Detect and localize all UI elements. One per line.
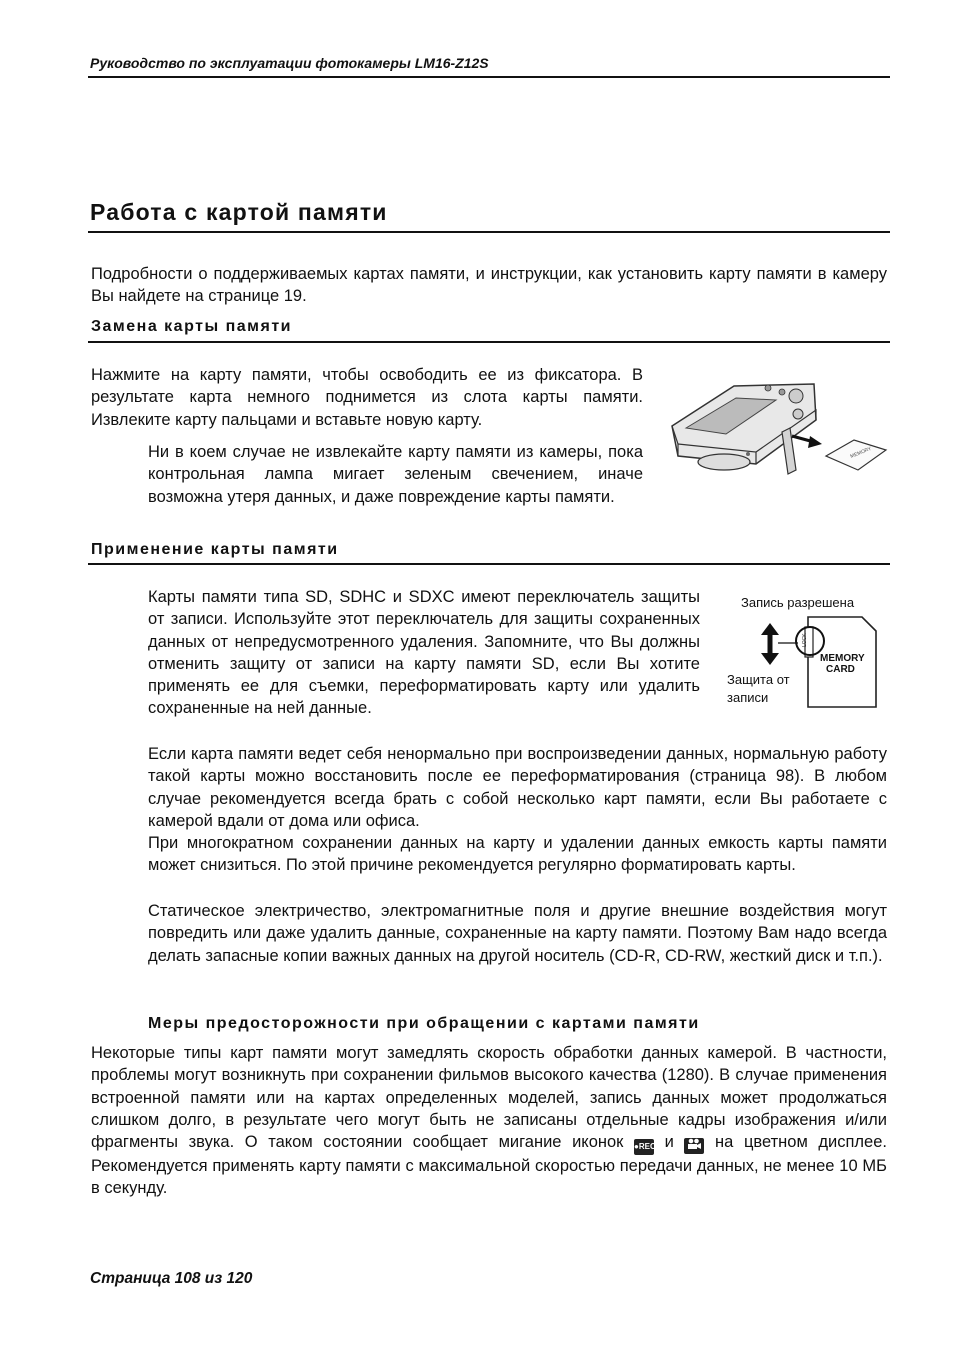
usage-paragraph-1: Карты памяти типа SD, SDHC и SDXC имеют переключатель защиты от записи. Используйте этот переключатель для защиты сохраненных данных от непредусмотренного удаления. Запомните, что Вы должны отменить защиту от записи на карту памяти SD, если Вы хотите применять ее для съемки, переформатировать карту или удалить сохраненные на ней данные. [148, 588, 700, 718]
svg-text:CARD: CARD [826, 664, 855, 675]
header-rule [88, 76, 890, 78]
precautions-paragraph: Некоторые типы карт памяти могут замедлять скорость обработки данных камерой. В частности, проблемы могут возникнуть при сохранении фильмов высокого качества (1280). В случае применения встроенной памяти или на картах определенных моделей, запись данных может продолжаться слишком долго, в результате чего могут быть не записаны отдельные кадры изображения и/или фрагменты звука. О таком состоянии сообщает мигание иконок ●REC и на цветном дисплее. Рекомендуется применять карту памяти с максимальной скоростью передачи данных, не менее 10 МБ в секунду. [91, 1044, 887, 1198]
svg-text:LOCK: LOCK [802, 633, 808, 647]
subsection-rule-usage [88, 563, 890, 565]
svg-text:MEMORY: MEMORY [849, 445, 873, 460]
label-write-allowed: Запись разрешена [741, 595, 855, 610]
svg-text:MEMORY: MEMORY [820, 653, 865, 664]
sd-card-icon [726, 595, 888, 713]
replace-paragraph: Нажмите на карту памяти, чтобы освободить ее из фиксатора. В результате карта немного поднимется из слота карты памяти. Извлеките карту пальцами и вставьте новую карту. [91, 366, 643, 429]
movie-camera-icon [684, 1138, 704, 1154]
section-title-rule [88, 231, 890, 233]
sd-card-illustration [726, 595, 888, 713]
usage-paragraph-2: Если карта памяти ведет себя ненормально при воспроизведении данных, нормальную работу такой карты можно восстановить после ее переформатирования (страница 98). В любом случае рекомендуется всегда брать с собой несколько карт памяти, если Вы работаете с камерой вдали от дома или офиса. [148, 745, 887, 830]
page-footer: Страница 108 из 120 [90, 1270, 253, 1287]
rec-icon: ●REC [634, 1139, 654, 1155]
camera-icon [664, 374, 888, 486]
running-header: Руководство по эксплуатации фотокамеры LM16-Z12S [90, 55, 489, 71]
section-title: Работа с картой памяти [90, 199, 388, 225]
subsection-rule-replace [88, 341, 890, 343]
camera-card-illustration [664, 374, 888, 486]
intro-paragraph: Подробности о поддерживаемых картах памяти, и инструкции, как установить карту памяти в камеру Вы найдете на странице 19. [91, 265, 887, 306]
subsection-title-precautions: Меры предосторожности при обращении с картами памяти [148, 1015, 700, 1032]
usage-paragraph-4: Статическое электричество, электромагнитные поля и другие внешние воздействия могут повредить или даже удалить данные, сохраненные на карту памяти. Поэтому Вам надо всегда делать запасные копии важных данных на другой носитель (CD-R, CD-RW, жесткий диск и т.п.). [148, 902, 887, 965]
usage-paragraph-3: При многократном сохранении данных на карту и удалении данных емкость карты памяти может снизиться. По этой причине рекомендуется регулярно форматировать карты. [148, 834, 887, 875]
replace-warning: Ни в коем случае не извлекайте карту памяти из камеры, пока контрольная лампа мигает зеленым свечением, иначе возможна утеря данных, и даже повреждение карты памяти. [148, 443, 643, 506]
subsection-title-usage: Применение карты памяти [91, 541, 339, 558]
label-write-protect: Защита от записи [727, 672, 790, 705]
subsection-title-replace: Замена карты памяти [91, 318, 292, 335]
